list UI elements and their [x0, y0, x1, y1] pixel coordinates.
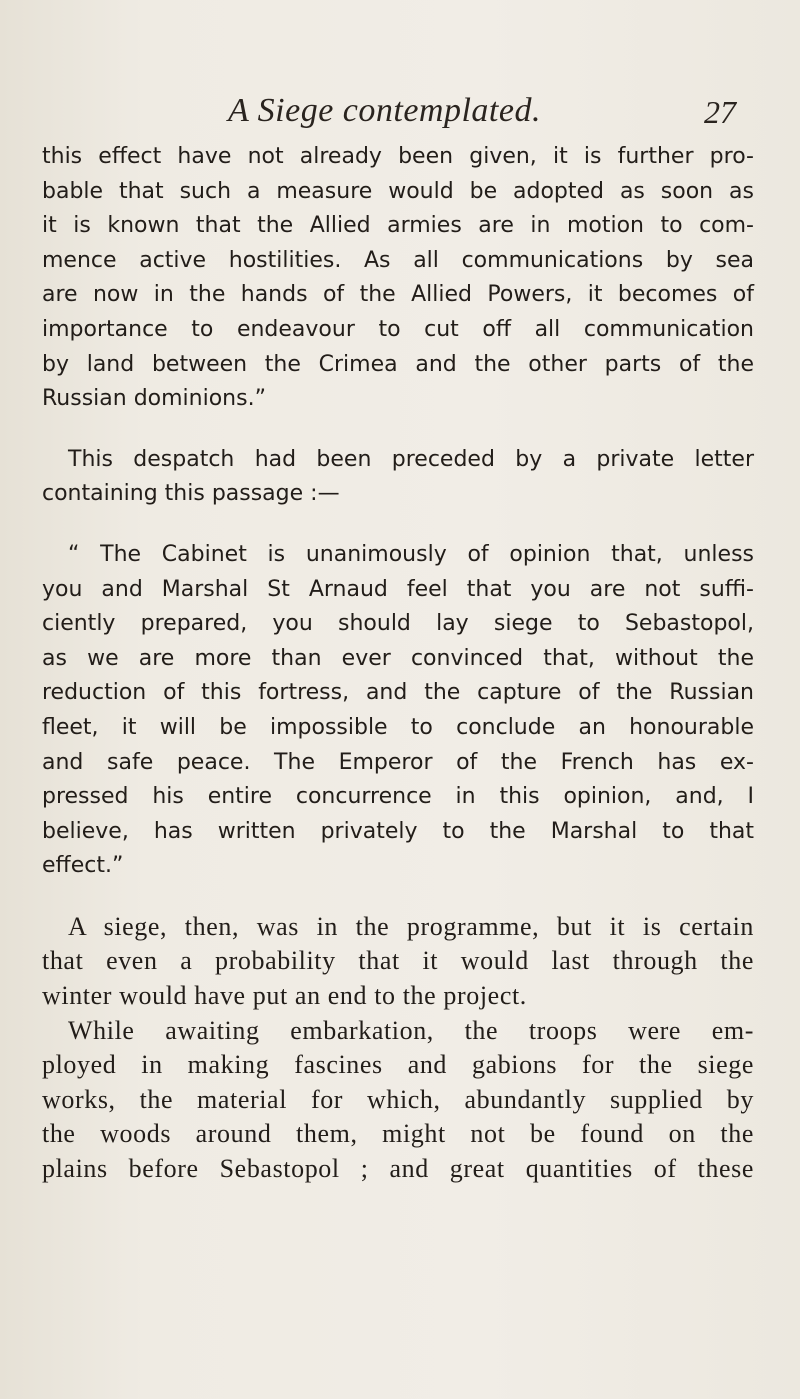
text-line: winter would have put an end to the project. — [42, 981, 527, 1011]
text-line: bable that such a measure would be adopted as soon as — [42, 178, 754, 204]
text-line: works, the material for which, abundantly supplied by — [42, 1084, 754, 1114]
text-line: this effect have not already been given, it is further pro- — [42, 144, 754, 169]
text-line: While awaiting embarkation, the troops were em- — [68, 1015, 754, 1045]
text-line: containing this passage :— — [42, 481, 340, 507]
text-line: the woods around them, might not be found on the — [42, 1119, 754, 1149]
paragraph — [42, 910, 754, 1014]
paragraph — [42, 443, 754, 512]
text-line: as we are more than ever convinced that, without the — [42, 645, 754, 671]
text-line: This despatch had been preceded by a private letter — [68, 446, 754, 472]
text-line: believe, has written privately to the Marshal to that — [42, 818, 754, 844]
text-line: mence active hostilities. As all communications by sea — [42, 247, 754, 273]
text-line: reduction of this fortress, and the capture of the Russian — [42, 680, 754, 706]
text-line: plains before Sebastopol ; and great quantities of these — [42, 1154, 754, 1184]
text-line: effect.” — [42, 853, 124, 879]
text-line: it is known that the Allied armies are in motion to com- — [42, 213, 754, 239]
text-line: are now in the hands of the Allied Powers, it becomes of — [42, 282, 754, 308]
text-line: by land between the Crimea and the other parts of the — [42, 351, 754, 377]
text-line: you and Marshal St Arnaud feel that you are not suffi- — [42, 576, 754, 602]
running-head — [0, 92, 800, 136]
quoted-letter — [42, 538, 754, 884]
page-number: 27 — [704, 94, 736, 130]
text-line: and safe peace. The Emperor of the French has ex- — [42, 749, 754, 775]
text-line: A siege, then, was in the programme, but it is certain — [68, 911, 754, 941]
paragraph — [42, 1014, 754, 1187]
text-line: Russian dominions.” — [42, 386, 266, 412]
body-text — [42, 140, 754, 1187]
text-line: “ The Cabinet is unanimously of opinion that, unless — [68, 541, 754, 567]
text-line: ciently prepared, you should lay siege to Sebastopol, — [42, 611, 754, 637]
text-line: fleet, it will be impossible to conclude an honourable — [42, 714, 754, 740]
text-line: that even a probability that it would last through the — [42, 946, 754, 976]
text-line: pressed his entire concurrence in this opinion, and, I — [42, 784, 754, 810]
paragraph — [42, 140, 754, 417]
text-line: ployed in making fascines and gabions for the siege — [42, 1050, 754, 1080]
chapter-title: A Siege contemplated. — [228, 92, 541, 129]
text-line: importance to endeavour to cut off all communication — [42, 316, 754, 342]
